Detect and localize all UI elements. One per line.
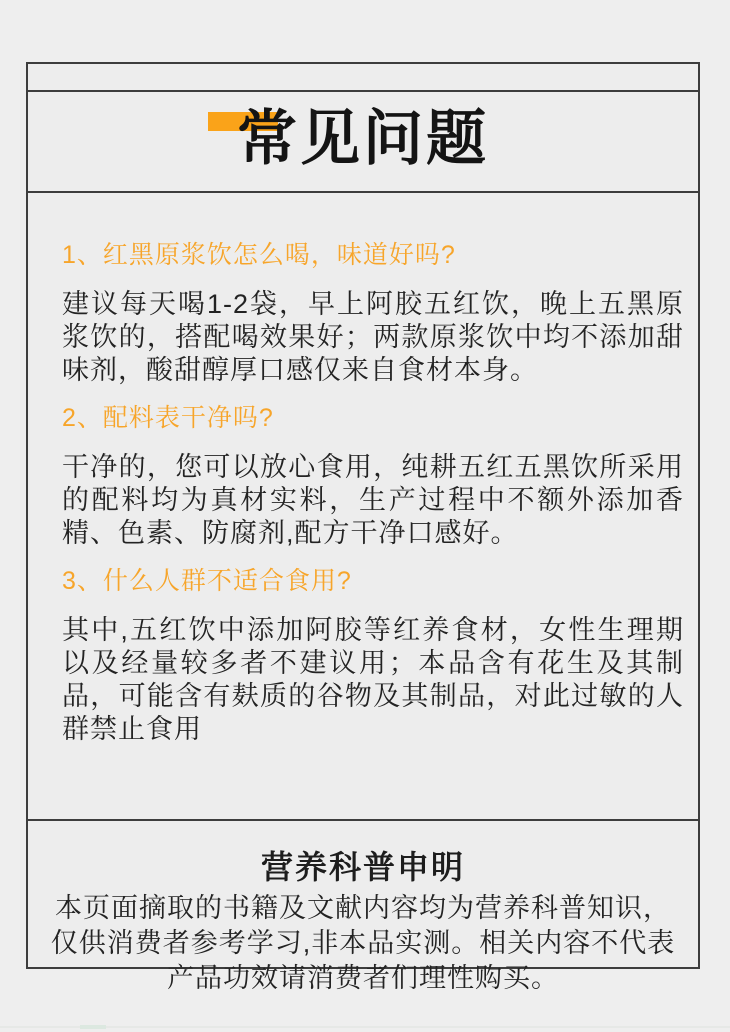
- faq-question: 1、红黑原浆饮怎么喝，味道好吗?: [62, 241, 456, 269]
- faq-question: 2、配料表干净吗?: [62, 404, 274, 432]
- faq-item: [62, 565, 684, 746]
- title-section: [28, 92, 698, 193]
- page-title: 常见问题: [237, 105, 489, 172]
- faq-item: [62, 402, 684, 550]
- faq-answer: 干净的，您可以放心食用，纯耕五红五黑饮所采用的配料均为真材实料，生产过程中不额外添加香精、色素、防腐剂,配方干净口感好。: [62, 452, 684, 548]
- disclaimer-body: 本页面摘取的书籍及文献内容均为营养科普知识，仅供消费者参考学习,非本品实测。相关内容不代表产品功效请消费者们理性购买。: [50, 893, 676, 993]
- top-strip: [28, 64, 698, 92]
- faq-answer: 建议每天喝1-2袋，早上阿胶五红饮，晚上五黑原浆饮的，搭配喝效果好；两款原浆饮中均不添加甜味剂，酸甜醇厚口感仅来自食材本身。: [62, 289, 684, 385]
- faq-panel: [26, 62, 700, 993]
- page-bottom-seam: [0, 1026, 730, 1028]
- faq-item: [62, 239, 684, 387]
- disclaimer-section: [28, 821, 698, 1011]
- faq-question: 3、什么人群不适合食用?: [62, 567, 352, 595]
- disclaimer-heading: 营养科普申明: [260, 849, 465, 885]
- faq-list: [28, 193, 698, 821]
- faq-answer: 其中,五红饮中添加阿胶等红养食材，女性生理期以及经量较多者不建议用；本品含有花生及其制品，可能含有麸质的谷物及其制品，对此过敏的人群禁止食用: [62, 615, 684, 744]
- page-bottom-seam-accent: [80, 1025, 106, 1029]
